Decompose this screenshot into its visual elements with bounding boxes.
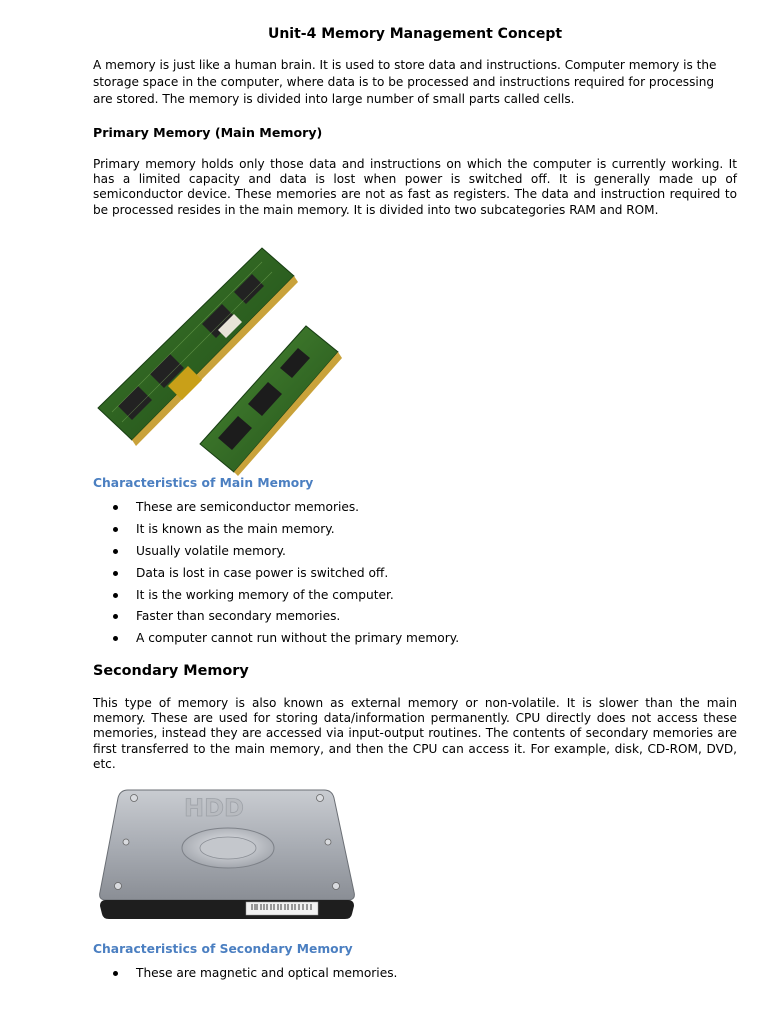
list-item: Faster than secondary memories. — [93, 609, 459, 631]
main-memory-characteristics-heading: Characteristics of Main Memory — [93, 476, 314, 490]
list-item: Usually volatile memory. — [93, 544, 459, 566]
list-item: It is known as the main memory. — [93, 522, 459, 544]
intro-paragraph: A memory is just like a human brain. It is used to store data and instructions. Computer memory is the storage space in the computer, where data is to be processed and instructions required for processing are stored. The memory is divided into large number of small parts called cells. — [93, 58, 717, 106]
bullet-icon — [113, 614, 118, 619]
list-item: It is the working memory of the computer. — [93, 588, 459, 610]
secondary-memory-heading: Secondary Memory — [93, 663, 249, 679]
secondary-memory-characteristics-list — [93, 966, 397, 988]
bullet-icon — [113, 636, 118, 641]
hdd-image — [96, 786, 358, 922]
list-item: These are magnetic and optical memories. — [93, 966, 397, 988]
primary-memory-heading: Primary Memory (Main Memory) — [93, 125, 323, 140]
main-memory-characteristics-list — [93, 500, 459, 653]
bullet-icon — [113, 593, 118, 598]
bullet-icon — [113, 527, 118, 532]
primary-memory-paragraph: Primary memory holds only those data and instructions on which the computer is currently working. It has a limited capacity and data is lost when power is switched off. It is generally made up of semiconductor device. These memories are not as fast as registers. The data and instruction required to be processed resides in the main memory. It is divided into two subcategories RAM and ROM. — [93, 157, 737, 217]
hdd-body — [100, 790, 355, 919]
secondary-memory-characteristics-heading: Characteristics of Secondary Memory — [93, 942, 353, 956]
page-title: Unit-4 Memory Management Concept — [267, 26, 563, 42]
ram-modules-image — [92, 240, 342, 476]
hdd-label: HDD — [184, 794, 244, 822]
list-item: These are semiconductor memories. — [93, 500, 459, 522]
bullet-icon — [113, 505, 118, 510]
bullet-icon — [113, 971, 118, 976]
list-item: Data is lost in case power is switched off. — [93, 566, 459, 588]
list-item: A computer cannot run without the primary memory. — [93, 631, 459, 653]
bullet-icon — [113, 571, 118, 576]
bullet-icon — [113, 549, 118, 554]
secondary-memory-paragraph: This type of memory is also known as external memory or non-volatile. It is slower than the main memory. These are used for storing data/information permanently. CPU directly does not access these memories, instead they are accessed via input-output routines. The contents of secondary memories are first transferred to the main memory, and then the CPU can access it. For example, disk, CD-ROM, DVD, etc. — [93, 696, 737, 771]
